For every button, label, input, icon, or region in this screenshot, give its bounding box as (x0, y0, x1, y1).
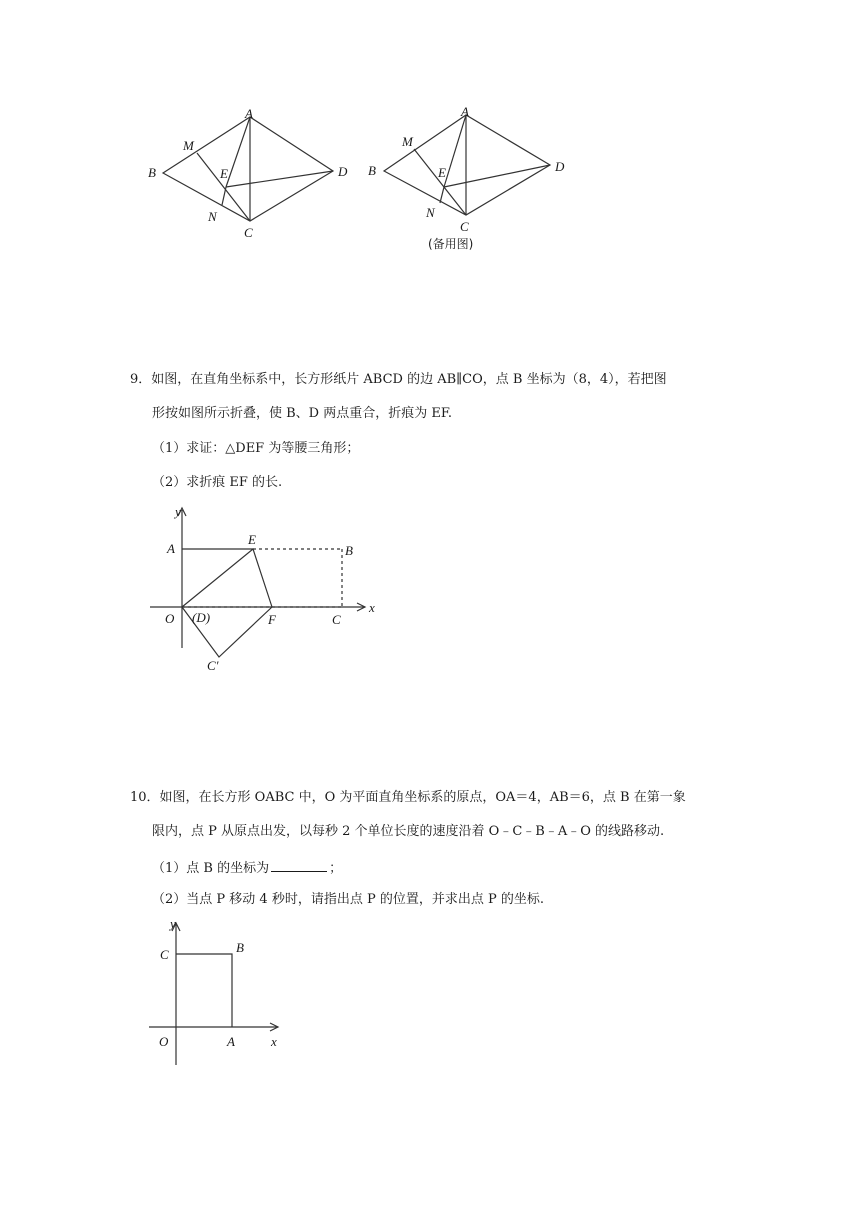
label-a: A (167, 541, 175, 556)
segment-mc (197, 153, 250, 221)
label-n: N (426, 205, 435, 220)
q9-line2: 形按如图所示折叠，使 B、D 两点重合，折痕为 EF. (152, 406, 452, 421)
label-b: B (148, 165, 156, 180)
label-y: y (170, 916, 176, 931)
q9-line1: 9．如图，在直角坐标系中，长方形纸片 ABCD 的边 AB∥CO，点 B 坐标为（8，4），若把图 (130, 372, 667, 387)
q10-line1: 10．如图，在长方形 OABC 中，O 为平面直角坐标系的原点，OA＝4，AB＝6，点 B 在第一象 (130, 790, 686, 805)
label-e: E (248, 532, 256, 547)
label-b: B (368, 163, 376, 178)
label-c: C (332, 612, 341, 627)
label-x: x (369, 600, 375, 615)
label-y: y (175, 504, 181, 519)
label-x: x (271, 1034, 277, 1049)
q8-figure-backup (362, 105, 582, 255)
label-a: A (245, 106, 253, 121)
label-d: D (555, 159, 565, 174)
answer-blank[interactable] (271, 857, 327, 872)
q8-figure-main (140, 105, 360, 245)
q10-sub1 (152, 857, 342, 879)
segment-en (222, 187, 226, 205)
label-c: C (160, 947, 169, 962)
label-m: M (402, 134, 413, 149)
segments-de-ef (182, 549, 272, 607)
q10-sub2: （2）当点 P 移动 4 秒时，请指出点 P 的位置，并求出点 P 的坐标. (152, 892, 544, 907)
label-a: A (227, 1034, 235, 1049)
rhombus-abcd (163, 117, 333, 221)
segment-en (440, 187, 444, 203)
rhombus-abcd (384, 115, 550, 215)
segment-ed (444, 165, 550, 187)
label-f: F (268, 612, 276, 627)
segment-ed (226, 171, 333, 187)
segment-ae (226, 117, 250, 187)
segment-ae (444, 115, 466, 187)
label-n: N (208, 209, 217, 224)
q9-sub2: （2）求折痕 EF 的长. (152, 475, 283, 490)
label-c: C (460, 219, 469, 234)
label-o: O (159, 1034, 169, 1049)
rectangle-cb-ba (176, 954, 232, 1027)
label-b: B (236, 940, 244, 955)
q10-line2: 限内，点 P 从原点出发，以每秒 2 个单位长度的速度沿着 O﹣C﹣B﹣A﹣O 的线路移动. (152, 824, 665, 839)
label-m: M (183, 138, 194, 153)
label-e: E (438, 165, 446, 180)
q10-sub1-prefix: （1）点 B 的坐标为 (152, 861, 270, 876)
q10-sub1-suffix: ； (329, 861, 343, 876)
segment-mc (414, 149, 466, 215)
q10-figure (145, 915, 295, 1075)
label-c: C (244, 225, 253, 240)
label-o: O (165, 611, 175, 626)
label-a: A (461, 104, 469, 119)
q9-figure (145, 500, 385, 680)
label-e: E (220, 166, 228, 181)
backup-caption: (备用图) (428, 237, 474, 251)
label-c-prime: C′ (207, 658, 219, 673)
label-d: D (338, 164, 348, 179)
q9-sub1: （1）求证：△DEF 为等腰三角形； (152, 441, 360, 456)
label-b: B (345, 543, 353, 558)
label-d: (D) (192, 610, 211, 625)
